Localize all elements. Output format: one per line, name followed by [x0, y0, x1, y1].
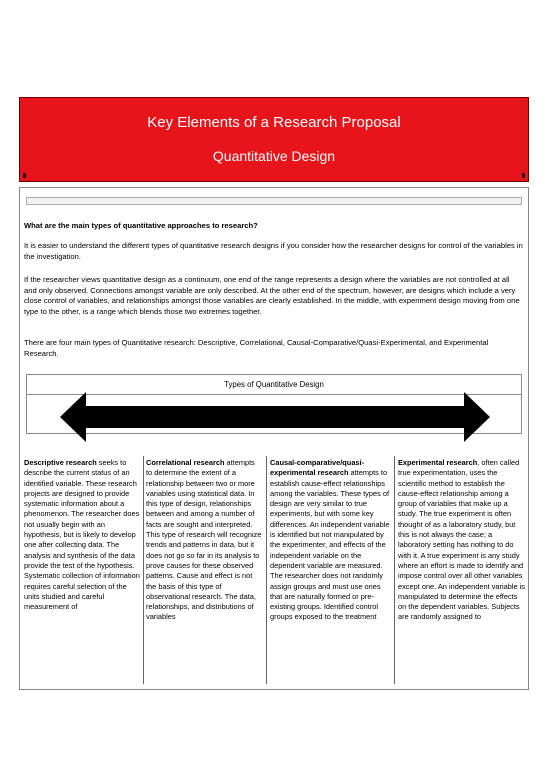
column-heading: Experimental research	[398, 458, 478, 467]
page-title: Key Elements of a Research Proposal	[147, 114, 401, 131]
column-heading: Descriptive research	[24, 458, 97, 467]
column-text: attempts to determine the extent of a relationship between two or more variables using statistical data. In this type of design, relationships between and among a number of facts are sought and interpreted. This type of research will recognize trends and patterns in data, but it does not go so far in its analysis to prove causes for these observed patterns. Cause and effect is not the basis of this type of observational research. The data, relationships, and distributions of variables	[146, 458, 262, 622]
causal-comparative-column	[270, 458, 394, 682]
content-panel	[19, 187, 529, 690]
banner-corner-mark	[522, 173, 525, 178]
section-question: What are the main types of quantitative approaches to research?	[24, 221, 258, 230]
column-text: attempts to establish cause-effect relationships among the variables. These types of design are very similar to true experiments, but with some key differences. An independent variable is identified but not manipulated by the experimenter, and effects of the independent variable on the dependent variable are measured. The researcher does not randomly assign groups and must use ones that are naturally formed or pre-existing groups. Identified control groups exposed to the treatment	[270, 468, 390, 622]
continuum-arrow-icon	[60, 388, 490, 446]
descriptive-column	[24, 458, 140, 682]
banner-corner-mark	[23, 173, 26, 178]
content-header-bar	[26, 197, 522, 205]
column-divider	[394, 456, 395, 684]
column-divider	[266, 456, 267, 684]
intro-paragraph: It is easier to understand the different types of quantitative research designs if you consider how the researcher designs for control of the variables in the investigation.	[24, 241, 523, 261]
correlational-column	[146, 458, 262, 682]
types-paragraph: There are four main types of Quantitative research: Descriptive, Correlational, Causal-Comparative/Quasi-Experimental, and Experimental Research.	[24, 338, 489, 358]
column-divider	[143, 456, 144, 684]
continuum-paragraph: If the researcher views quantitative design as a continuum, one end of the range represents a design where the variables are not controlled at all and only observed. Connections amongst variable are only described. At the other end of the spectrum, however, are designs which include a very close control of variables, and relationships amongst those variables are clearly established. In the middle, with experiment design moving from one type to the other, is a range which blends those two extremes together.	[24, 275, 520, 316]
column-text: , often called true experimentation, uses the scientific method to establish the cause-effect relationship among a group of variables that make up a study. The true experiment is often thought of as a laboratory study, but this is not always the case; a laboratory setting has nothing to do with it. A true experiment is any study where an effort is made to identify and impose control over all other variables except one. An independent variable is manipulated to determine the effects on the dependent variables. Subjects are randomly assigned to	[398, 458, 525, 622]
column-heading: Causal-comparative/quasi-experimental research	[270, 458, 365, 478]
title-banner	[19, 97, 529, 182]
experimental-column	[398, 458, 526, 682]
page-subtitle: Quantitative Design	[212, 148, 336, 164]
column-text: seeks to describe the current status of an identified variable. These research projects are designed to provide systematic information about a phenomenon. The researcher does not usually begin with an hypothesis, but is likely to develop one after collecting data. The analysis and synthesis of the data provide the test of the hypothesis. Systematic collection of information requires careful selection of the units studied and careful measurement of	[24, 458, 140, 612]
column-heading: Correlational research	[146, 458, 225, 467]
types-table-header: Types of Quantitative Design	[27, 375, 521, 395]
